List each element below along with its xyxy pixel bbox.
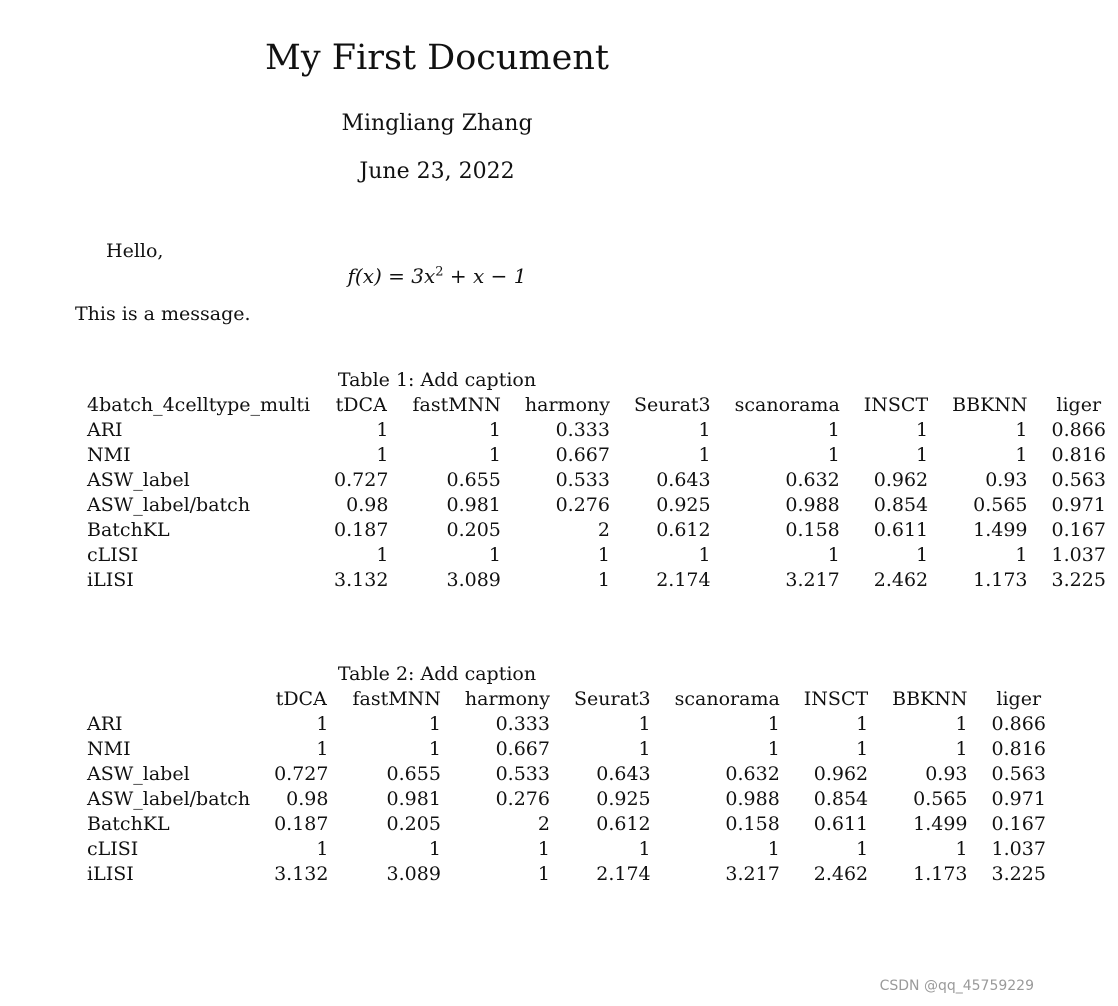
- table-row: [75, 568, 1118, 593]
- table2-header-row: [75, 687, 1058, 712]
- table-cell: 0.655: [446, 469, 501, 491]
- table-cell: 1: [856, 713, 869, 735]
- table-cell: 1: [537, 838, 550, 860]
- table-cell: 1: [376, 544, 389, 566]
- table-cell: 1: [955, 713, 968, 735]
- table-cell: 3.225: [991, 863, 1046, 885]
- table-row: [75, 712, 1058, 737]
- table-cell: 1: [767, 838, 780, 860]
- table-cell: 0.187: [274, 813, 329, 835]
- table-cell: 0.866: [1051, 419, 1106, 441]
- table-row: [75, 443, 1118, 468]
- table-cell: 1: [316, 713, 329, 735]
- message-text: This is a message.: [75, 303, 251, 325]
- table-cell: 0.667: [495, 738, 550, 760]
- table-row: [75, 418, 1118, 443]
- table-cell: 1.173: [913, 863, 968, 885]
- table-row: [75, 518, 1118, 543]
- table-cell: 0.93: [925, 763, 968, 785]
- document-author: Mingliang Zhang: [341, 111, 533, 136]
- table-cell: 0.205: [446, 519, 501, 541]
- column-header: harmony: [524, 394, 610, 416]
- row-label: ASW_label: [87, 469, 190, 491]
- table-cell: 1.037: [991, 838, 1046, 860]
- watermark: CSDN @qq_45759229: [879, 978, 1034, 994]
- table-cell: 0.667: [555, 444, 610, 466]
- column-header: scanorama: [674, 688, 780, 710]
- row-label: BatchKL: [87, 519, 170, 541]
- table-cell: 0.533: [495, 763, 550, 785]
- row-label: BatchKL: [87, 813, 170, 835]
- column-header: BBKNN: [952, 394, 1028, 416]
- row-label: ARI: [87, 713, 123, 735]
- table-cell: 1: [1015, 444, 1028, 466]
- row-label: ASW_label/batch: [87, 494, 251, 516]
- table-cell: 0.643: [596, 763, 651, 785]
- table-cell: 1.037: [1051, 544, 1106, 566]
- table-cell: 0.866: [991, 713, 1046, 735]
- table-cell: 1: [1015, 419, 1028, 441]
- table-cell: 0.981: [386, 788, 441, 810]
- table-cell: 0.563: [991, 763, 1046, 785]
- column-header: INSCT: [803, 688, 869, 710]
- table-cell: 0.727: [334, 469, 389, 491]
- column-header: scanorama: [734, 394, 840, 416]
- table-cell: 3.132: [274, 863, 329, 885]
- table-cell: 0.988: [785, 494, 840, 516]
- column-header: tDCA: [335, 394, 387, 416]
- table-cell: 1: [698, 444, 711, 466]
- column-header: fastMNN: [352, 688, 441, 710]
- table-cell: 1.499: [973, 519, 1028, 541]
- table-row: [75, 787, 1058, 812]
- table-cell: 1.499: [913, 813, 968, 835]
- formula-exponent: 2: [435, 264, 444, 280]
- table-cell: 1: [698, 419, 711, 441]
- table-cell: 0.925: [596, 788, 651, 810]
- table-cell: 0.925: [656, 494, 711, 516]
- table-row: [75, 737, 1058, 762]
- table-cell: 1: [638, 738, 651, 760]
- table-cell: 1: [376, 444, 389, 466]
- table-cell: 1: [916, 444, 929, 466]
- table-cell: 3.225: [1051, 569, 1106, 591]
- table-cell: 0.611: [813, 813, 869, 835]
- table-cell: 3.217: [725, 863, 780, 885]
- table-cell: 0.612: [596, 813, 651, 835]
- column-header: Seurat3: [574, 688, 651, 710]
- table-corner-label: [75, 687, 262, 712]
- table-cell: 2: [597, 519, 610, 541]
- table-cell: 0.655: [386, 763, 441, 785]
- table-cell: 0.158: [725, 813, 780, 835]
- table-row: [75, 543, 1118, 568]
- table-cell: 1: [638, 838, 651, 860]
- table-cell: 0.333: [555, 419, 610, 441]
- table-cell: 0.565: [973, 494, 1028, 516]
- table-cell: 1: [316, 738, 329, 760]
- table-cell: 0.854: [873, 494, 929, 516]
- table-cell: 1: [316, 838, 329, 860]
- table-cell: 0.816: [991, 738, 1046, 760]
- table-cell: 1: [597, 569, 610, 591]
- table-cell: 0.632: [725, 763, 780, 785]
- table-row: [75, 837, 1058, 862]
- column-header: tDCA: [275, 688, 327, 710]
- table1-header-row: [75, 393, 1118, 418]
- table-cell: 0.612: [656, 519, 711, 541]
- table-cell: 1: [1015, 544, 1028, 566]
- table-cell: 0.98: [286, 788, 329, 810]
- table-cell: 1: [767, 738, 780, 760]
- table-cell: 1: [856, 838, 869, 860]
- table-cell: 1: [827, 419, 840, 441]
- column-header: Seurat3: [633, 394, 711, 416]
- table-cell: 0.962: [873, 469, 929, 491]
- table-cell: 1: [916, 419, 929, 441]
- table2-caption: Table 2: Add caption: [337, 663, 537, 685]
- row-label: ARI: [87, 419, 123, 441]
- table-cell: 0.988: [725, 788, 780, 810]
- table-cell: 0.563: [1051, 469, 1106, 491]
- table-cell: 0.643: [656, 469, 711, 491]
- table-cell: 3.089: [386, 863, 441, 885]
- table-cell: 1: [597, 544, 610, 566]
- table-cell: 1: [767, 713, 780, 735]
- greeting-text: Hello,: [106, 240, 164, 262]
- table-cell: 1: [428, 738, 441, 760]
- table-row: [75, 468, 1118, 493]
- table-cell: 0.167: [1051, 519, 1106, 541]
- table-cell: 0.981: [446, 494, 501, 516]
- table-row: [75, 762, 1058, 787]
- table-cell: 1: [428, 838, 441, 860]
- column-header: liger: [1056, 394, 1102, 416]
- table-cell: 1: [488, 544, 501, 566]
- formula: [0, 264, 874, 288]
- table-cell: 0.167: [991, 813, 1046, 835]
- table-cell: 1: [827, 444, 840, 466]
- table-cell: 1: [955, 838, 968, 860]
- table-cell: 1: [955, 738, 968, 760]
- table-cell: 0.276: [555, 494, 610, 516]
- formula-lhs: f(x) = 3x: [347, 264, 436, 288]
- table-cell: 3.217: [785, 569, 840, 591]
- table-cell: 2.174: [596, 863, 651, 885]
- table-cell: 1.173: [973, 569, 1028, 591]
- table-cell: 2.462: [813, 863, 869, 885]
- table-cell: 1: [376, 419, 389, 441]
- table-row: [75, 862, 1058, 887]
- results-table-1: [75, 393, 1118, 593]
- table-cell: 0.533: [555, 469, 610, 491]
- table-cell: 0.187: [334, 519, 389, 541]
- table-cell: 1: [856, 738, 869, 760]
- table-cell: 0.158: [785, 519, 840, 541]
- table-cell: 0.971: [991, 788, 1046, 810]
- table-cell: 0.962: [813, 763, 869, 785]
- table-cell: 3.132: [334, 569, 389, 591]
- table-cell: 1: [488, 444, 501, 466]
- table1-caption: Table 1: Add caption: [337, 369, 537, 391]
- column-header: INSCT: [863, 394, 929, 416]
- table-cell: 1: [428, 713, 441, 735]
- row-label: NMI: [87, 444, 131, 466]
- table-cell: 0.854: [813, 788, 869, 810]
- column-header: liger: [996, 688, 1042, 710]
- table-row: [75, 812, 1058, 837]
- table-row: [75, 493, 1118, 518]
- document-date: June 23, 2022: [359, 159, 515, 184]
- table-cell: 1: [638, 713, 651, 735]
- formula-rhs: + x − 1: [443, 264, 527, 288]
- table-cell: 0.98: [346, 494, 389, 516]
- table-cell: 0.333: [495, 713, 550, 735]
- row-label: ASW_label/batch: [87, 788, 251, 810]
- table-cell: 1: [537, 863, 550, 885]
- table-cell: 1: [488, 419, 501, 441]
- table-cell: 0.93: [985, 469, 1028, 491]
- table-cell: 0.276: [495, 788, 550, 810]
- table-cell: 1: [698, 544, 711, 566]
- table-cell: 1: [827, 544, 840, 566]
- row-label: ASW_label: [87, 763, 190, 785]
- table-cell: 3.089: [446, 569, 501, 591]
- column-header: fastMNN: [412, 394, 501, 416]
- table-cell: 0.205: [386, 813, 441, 835]
- table-cell: 2: [537, 813, 550, 835]
- table-cell: 0.727: [274, 763, 329, 785]
- table-cell: 0.971: [1051, 494, 1106, 516]
- row-label: iLISI: [87, 863, 134, 885]
- column-header: BBKNN: [892, 688, 968, 710]
- table-cell: 2.462: [873, 569, 929, 591]
- table-corner-label: 4batch_4celltype_multi: [87, 394, 311, 416]
- row-label: NMI: [87, 738, 131, 760]
- row-label: iLISI: [87, 569, 134, 591]
- row-label: cLISI: [87, 544, 139, 566]
- table-cell: 0.632: [785, 469, 840, 491]
- table-cell: 2.174: [656, 569, 711, 591]
- row-label: cLISI: [87, 838, 139, 860]
- column-header: harmony: [464, 688, 550, 710]
- document-title: My First Document: [265, 38, 609, 78]
- results-table-2: [75, 687, 1058, 887]
- table-cell: 0.816: [1051, 444, 1106, 466]
- table-cell: 1: [916, 544, 929, 566]
- table-cell: 0.611: [873, 519, 929, 541]
- table-cell: 0.565: [913, 788, 968, 810]
